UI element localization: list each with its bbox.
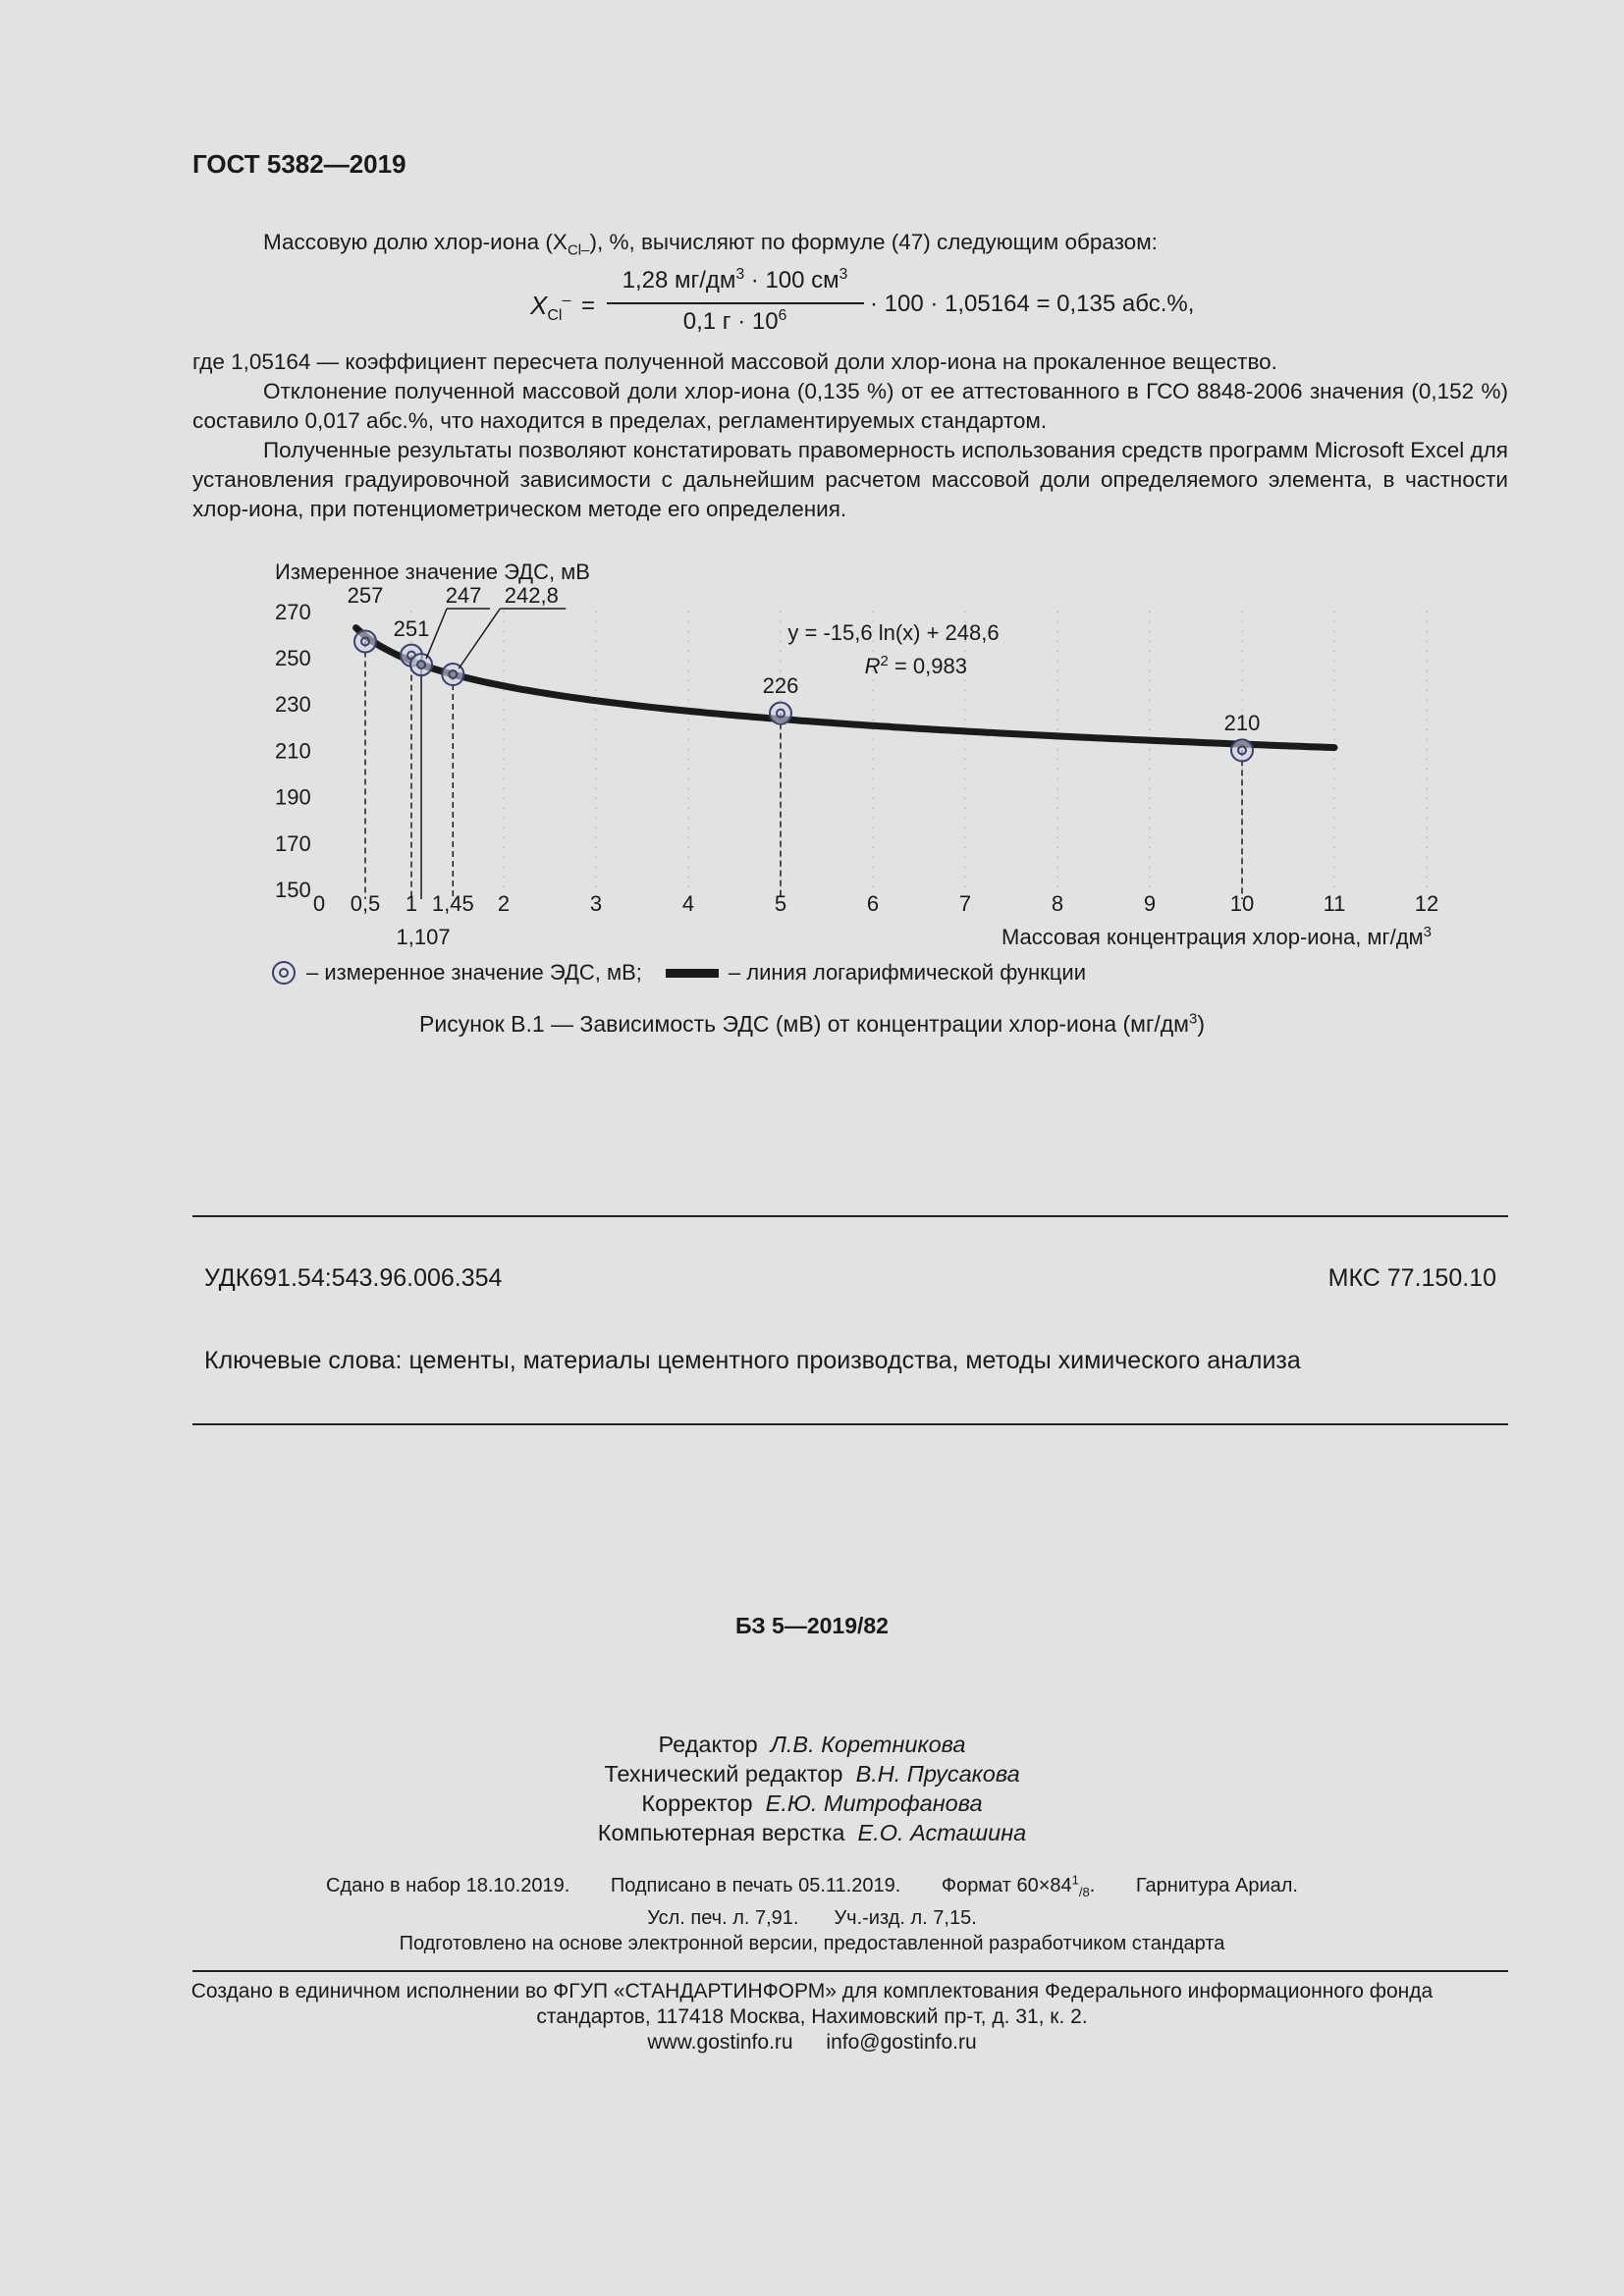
- formula-numerator: 1,28 $мг/дм^3 \cdot 100$ $см^3$: [622, 266, 848, 294]
- x-tick-label: 8: [1051, 891, 1064, 916]
- x-tick-label: 11: [1323, 891, 1346, 916]
- y-tick-label: 210: [275, 738, 311, 764]
- x-tick-label: 0: [312, 891, 326, 916]
- legend-line-label: – линия логарифмической функции: [728, 960, 1087, 985]
- log-fit-line: [356, 628, 1334, 748]
- formula-denominator: 0,1 $г \cdot 10^6$: [682, 307, 787, 335]
- formula-variable: $X_{Cl}^-$: [530, 291, 571, 325]
- x-tick-label-extra: 1,107: [396, 925, 451, 949]
- paragraph-deviation: Отклонение полученной массовой доли хлор-иона (0,135 %) от ее аттестованного в ГСО 8848-2006 значения (0,152 %) составило 0,017 абс.%, что находится в пределах, регламентируемых стандартом.: [192, 379, 1508, 433]
- data-label: 247: [445, 583, 482, 608]
- divider-top: [192, 1215, 1508, 1217]
- x-tick-label: 6: [866, 891, 880, 916]
- keywords: Ключевые слова: цементы, материалы цементного производства, методы химического анализа: [204, 1347, 1301, 1374]
- leader-line: [459, 609, 500, 668]
- x-axis-label: Массовая концентрация хлор-иона, $мг/дм^3$: [1001, 924, 1432, 949]
- x-tick-label: 3: [589, 891, 603, 916]
- paragraph-results: Полученные результаты позволяют констатировать правомерность использования средств программ Microsoft Excel для установления градуировочной зависимости с дальнейшим расчетом массовой доли определяемого элемента, в частности хлор-иона, при потенциометрическом методе его определения.: [192, 438, 1508, 521]
- data-label: 242,8: [504, 583, 559, 608]
- data-label: 210: [1223, 711, 1261, 735]
- data-point: [770, 703, 791, 724]
- imprint: Сдано в набор 18.10.2019. Подписано в печать 05.11.2019. Формат $60\times 84^1_{/8}$. Гарнитура Ариал. Усл. печ. л. 7,91. Уч.-изд. л. 7,15. Подготовлено на основе электронной версии, предоставленной разработчиком стандарта: [326, 1872, 1298, 1954]
- formula-rest: · 100 · 1,05164 = 0,135 абс.%,: [870, 291, 1195, 317]
- log-line-icon: [666, 969, 719, 978]
- y-tick-label: 150: [275, 878, 311, 902]
- y-tick-label: 250: [275, 646, 311, 670]
- credits: [0, 1730, 1624, 1847]
- trendline-equation: y = -15,6 ln(x) + 248,6: [787, 620, 1000, 645]
- credit-line: Компьютерная верстка Е.О. Асташина: [597, 1820, 1027, 1845]
- udk-code: УДК691.54:543.96.006.354: [204, 1264, 503, 1292]
- x-tick-label: 7: [958, 891, 972, 916]
- formula-equals: =: [581, 293, 596, 319]
- emf-chart: [265, 550, 1443, 957]
- divider-footer: [192, 1970, 1508, 1972]
- r-squared: $R^2 = 0,983$: [864, 653, 967, 678]
- x-tick-label: 2: [497, 891, 511, 916]
- y-tick-label: 190: [275, 784, 311, 810]
- x-tick-label: 5: [774, 891, 787, 916]
- email-link[interactable]: info@gostinfo.ru: [826, 2031, 977, 2054]
- x-tick-label: 9: [1143, 891, 1157, 916]
- credit-line: Технический редактор В.Н. Прусакова: [604, 1761, 1020, 1787]
- credit-line: Корректор Е.Ю. Митрофанова: [641, 1790, 983, 1816]
- measured-point-icon: [271, 960, 297, 986]
- figure-caption: Рисунок В.1 — Зависимость ЭДС (мВ) от концентрации хлор-иона $(мг/дм^3)$: [419, 1010, 1205, 1037]
- data-point: [410, 654, 432, 675]
- bz-number: БЗ 5—2019/82: [735, 1613, 889, 1638]
- fraction-bar: [607, 302, 864, 304]
- publisher-footer: Создано в единичном исполнении во ФГУП «СТАНДАРТИНФОРМ» для комплектования Федерального информационного фонда стандартов, 117418 Москва, Нахимовский пр-т, д. 31, к. 2. www.gostinfo.ru info@gostinfo.ru: [190, 1980, 1434, 2054]
- y-axis-label: Измеренное значение ЭДС, мВ: [275, 560, 590, 584]
- x-tick-label: 4: [681, 891, 695, 916]
- paragraph-where: где 1,05164 — коэффициент пересчета полученной массовой доли хлор-иона на прокаленное вещество.: [192, 349, 1277, 374]
- x-tick-label: 1: [405, 891, 418, 916]
- x-tick-label: 1,45: [431, 891, 474, 916]
- x-tick-label: 12: [1414, 891, 1439, 916]
- website-link[interactable]: www.gostinfo.ru: [647, 2031, 793, 2054]
- x-tick-label: 10: [1229, 891, 1255, 916]
- chart-legend: [271, 960, 1086, 986]
- data-label: 226: [762, 673, 799, 698]
- credit-line: Редактор Л.В. Коретникова: [658, 1732, 966, 1757]
- divider-bottom: [192, 1423, 1508, 1425]
- data-label: 251: [393, 616, 430, 641]
- y-tick-label: 230: [275, 692, 311, 718]
- document-header: ГОСТ 5382—2019: [192, 149, 406, 179]
- intro-paragraph: Массовую долю хлор-иона $(X_{Cl-})$, %, вычисляют по формуле (47) следующим образом:: [263, 230, 1158, 259]
- y-tick-label: 270: [275, 599, 311, 624]
- data-point: [1231, 739, 1253, 761]
- data-point: [354, 630, 376, 652]
- data-label: 257: [347, 583, 384, 608]
- y-tick-label: 170: [275, 830, 311, 856]
- legend-points-label: – измеренное значение ЭДС, мВ;: [306, 960, 642, 985]
- mks-code: МКС 77.150.10: [1327, 1264, 1496, 1292]
- formula: [530, 267, 1218, 346]
- x-tick-label: 0,5: [350, 891, 381, 916]
